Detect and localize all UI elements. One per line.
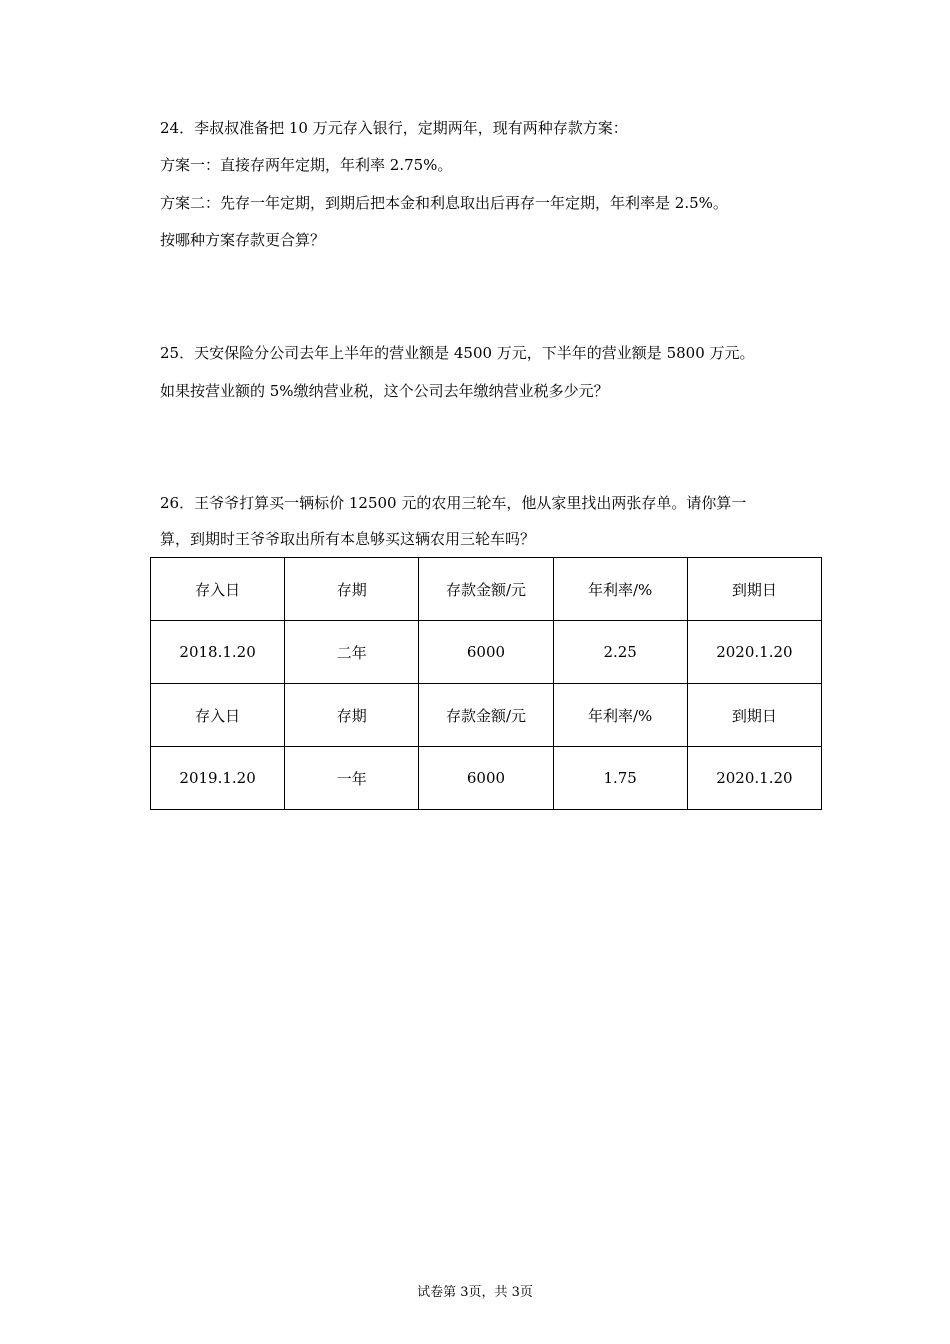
header-cell: 存款金额/元	[419, 558, 553, 621]
q26-line-1: 26．王爷爷打算买一辆标价 12500 元的农用三轮车，他从家里找出两张存单。请你算一	[160, 494, 747, 512]
table-row	[151, 558, 822, 621]
q24-line-3: 方案二：先存一年定期，到期后把本金和利息取出后再存一年定期，年利率是 2.5%。	[160, 194, 728, 212]
header-cell: 存期	[285, 558, 419, 621]
header-cell: 存款金额/元	[419, 684, 553, 747]
table-cell: 2.25	[553, 621, 687, 684]
header-cell: 年利率/%	[553, 558, 687, 621]
header-cell: 到期日	[687, 558, 821, 621]
page-footer: 试卷第 3页，共 3页	[417, 1285, 533, 1300]
q24-line-4: 按哪种方案存款更合算？	[160, 231, 326, 249]
table-row	[151, 621, 822, 684]
q25-line-2: 如果按营业额的 5%缴纳营业税，这个公司去年缴纳营业税多少元？	[160, 382, 609, 400]
table-cell: 2019.1.20	[151, 747, 285, 810]
header-cell: 存入日	[151, 558, 285, 621]
q24-line-1: 24．李叔叔准备把 10 万元存入银行，定期两年，现有两种存款方案：	[160, 119, 628, 137]
table-cell: 6000	[419, 747, 553, 810]
table-cell: 2020.1.20	[687, 621, 821, 684]
table-cell: 1.75	[553, 747, 687, 810]
table-row	[151, 747, 822, 810]
table-cell: 6000	[419, 621, 553, 684]
header-cell: 存期	[285, 684, 419, 747]
table-cell: 二年	[285, 621, 419, 684]
q24-line-2: 方案一：直接存两年定期，年利率 2.75%。	[160, 156, 453, 174]
header-cell: 年利率/%	[553, 684, 687, 747]
table-row	[151, 684, 822, 747]
table-cell: 2018.1.20	[151, 621, 285, 684]
q26-line-2: 算，到期时王爷爷取出所有本息够买这辆农用三轮车吗？	[160, 530, 536, 548]
deposit-table	[150, 557, 822, 810]
table-cell: 2020.1.20	[687, 747, 821, 810]
q25-line-1: 25．天安保险分公司去年上半年的营业额是 4500 万元，下半年的营业额是 5800 万元。	[160, 344, 755, 362]
table-cell: 一年	[285, 747, 419, 810]
header-cell: 存入日	[151, 684, 285, 747]
header-cell: 到期日	[687, 684, 821, 747]
